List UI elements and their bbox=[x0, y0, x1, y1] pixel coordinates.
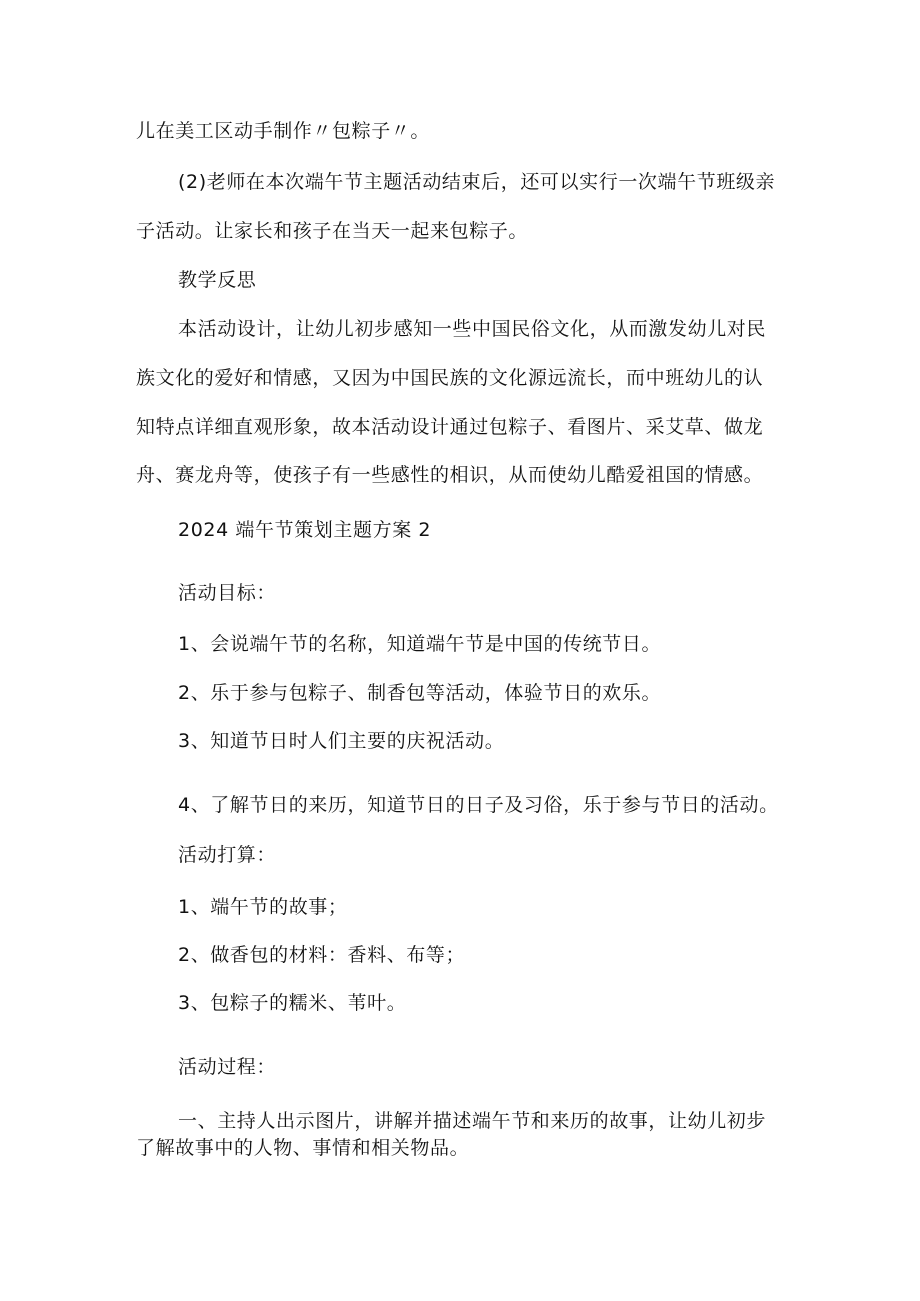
list-item-prep-2: 2、做香包的材料：香料、布等； bbox=[178, 944, 466, 966]
text-line-continuation: 儿在美工区动手制作〃包粽子〃。 bbox=[136, 120, 431, 142]
section-title-plan-2: 2024 端午节策划主题方案 2 bbox=[178, 519, 432, 541]
text-line-parent-activity: (2)老师在本次端午节主题活动结束后，还可以实行一次端午节班级亲 bbox=[178, 171, 776, 193]
text-line-reflection-4: 舟、赛龙舟等，使孩子有一些感性的相识，从而使幼儿酷爱祖国的情感。 bbox=[136, 464, 764, 486]
list-item-goal-3: 3、知道节日时人们主要的庆祝活动。 bbox=[178, 730, 505, 752]
text-line-reflection-2: 族文化的爱好和情感，又因为中国民族的文化源远流长，而中班幼儿的认 bbox=[136, 367, 764, 389]
section-heading-process: 活动过程： bbox=[178, 1056, 277, 1078]
text-line-process-1: 一、主持人出示图片，讲解并描述端午节和来历的故事，让幼儿初步 bbox=[178, 1110, 767, 1132]
text-line-parent-activity-cont: 子活动。让家长和孩子在当天一起来包粽子。 bbox=[136, 220, 529, 242]
list-item-goal-1: 1、会说端午节的名称，知道端午节是中国的传统节日。 bbox=[178, 633, 662, 655]
section-heading-preparation: 活动打算： bbox=[178, 844, 277, 866]
list-item-prep-3: 3、包粽子的糯米、苇叶。 bbox=[178, 992, 407, 1014]
section-heading-goals: 活动目标： bbox=[178, 582, 277, 604]
list-item-goal-2: 2、乐于参与包粽子、制香包等活动，体验节日的欢乐。 bbox=[178, 682, 662, 704]
section-heading-reflection: 教学反思 bbox=[178, 269, 257, 291]
text-line-reflection-1: 本活动设计，让幼儿初步感知一些中国民俗文化，从而激发幼儿对民 bbox=[178, 318, 767, 340]
list-item-prep-1: 1、端午节的故事； bbox=[178, 896, 348, 918]
text-line-process-2: 了解故事中的人物、事情和相关物品。 bbox=[136, 1137, 470, 1159]
list-item-goal-4: 4、了解节日的来历，知道节日的日子及习俗，乐于参与节日的活动。 bbox=[178, 794, 779, 816]
text-line-reflection-3: 知特点详细直观形象，故本活动设计通过包粽子、看图片、采艾草、做龙 bbox=[136, 416, 764, 438]
